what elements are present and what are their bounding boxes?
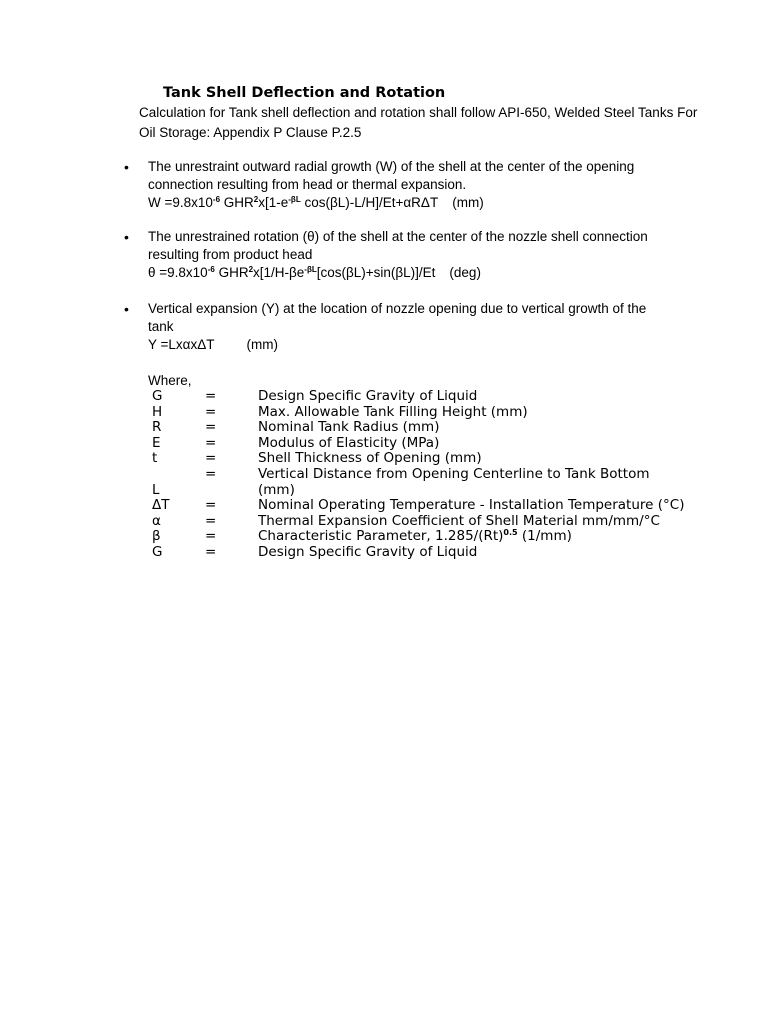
definition-description: Vertical Distance from Opening Centerline to Tank Bottom (mm) — [258, 465, 650, 498]
bullet-icon: • — [124, 159, 129, 175]
formula-unit: (deg) — [449, 265, 481, 280]
definition-row — [148, 514, 688, 530]
definition-symbol: β — [152, 528, 161, 545]
definition-symbol: α — [152, 512, 161, 529]
definition-symbol: t — [152, 450, 158, 467]
definition-symbol: L — [152, 481, 160, 498]
definition-equals: = — [205, 528, 217, 545]
definition-row — [148, 405, 688, 421]
definition-row — [148, 529, 688, 545]
definition-equals: = — [205, 512, 217, 529]
definition-row — [148, 467, 688, 498]
definition-description: Nominal Operating Temperature - Installation Temperature (°C) — [258, 497, 685, 514]
definition-description: Shell Thickness of Opening (mm) — [258, 450, 482, 467]
intro-paragraph: Calculation for Tank shell deflection and rotation shall follow API-650, Welded Steel Tanks For Oil Storage: Appendix P Clause P.2.5 — [139, 105, 698, 140]
definition-symbol: R — [152, 419, 162, 436]
definition-description: Modulus of Elasticity (MPa) — [258, 434, 440, 451]
bullet-text-line: connection resulting from head or thermal expansion. — [148, 177, 467, 192]
formula-unit: (mm) — [452, 195, 484, 210]
formula-y: Y =LxαxΔT (mm) — [148, 337, 278, 352]
definition-symbol: G — [152, 543, 163, 560]
bullet-icon: • — [124, 229, 129, 245]
definition-row — [148, 420, 688, 436]
bullet-icon: • — [124, 301, 129, 317]
definition-description: Characteristic Parameter, $1.285/(Rt)^{0.5}$ (1/mm) — [258, 528, 572, 545]
definition-equals: = — [205, 388, 217, 404]
definition-equals: = — [205, 465, 217, 482]
definition-equals: = — [205, 450, 217, 467]
definition-row — [148, 436, 688, 452]
definition-row — [148, 498, 688, 514]
definition-equals: = — [205, 403, 217, 420]
page-title: Tank Shell Deflection and Rotation — [163, 85, 446, 101]
definition-row — [148, 389, 688, 405]
definition-description: Design Specific Gravity of Liquid — [258, 543, 478, 560]
definition-symbol: H — [152, 403, 163, 420]
formula-theta: $\theta =9.8x10^{-6}$ $GHR^2x[1/H-\beta e^{-\beta L}[\cos(\beta L)+\sin(\beta L)]/Et$ (deg) — [148, 265, 481, 280]
bullet-text-line: The unrestraint outward radial growth (W) of the shell at the center of the opening — [148, 159, 635, 174]
definition-description: Nominal Tank Radius (mm) — [258, 419, 440, 436]
bullet-text-line: resulting from product head — [148, 247, 313, 262]
definition-equals: = — [205, 543, 217, 560]
where-label: Where, — [148, 373, 192, 388]
definition-description: Design Specific Gravity of Liquid — [258, 388, 478, 404]
definition-row — [148, 451, 688, 467]
bullet-text-line: Vertical expansion (Y) at the location of nozzle opening due to vertical growth of the — [148, 301, 647, 316]
definition-equals: = — [205, 419, 217, 436]
bullet-text-line: The unrestrained rotation (θ) of the shell at the center of the nozzle shell connection — [148, 229, 648, 244]
formula-unit: (mm) — [246, 337, 278, 352]
definition-symbol: G — [152, 388, 163, 404]
definition-equals: = — [205, 434, 217, 451]
definition-row — [148, 545, 688, 561]
definition-equals: = — [205, 497, 217, 514]
bullet-text-line: tank — [148, 319, 174, 334]
definition-symbol: ΔT — [152, 497, 170, 514]
definition-description: Thermal Expansion Coefficient of Shell Material mm/mm/°C — [258, 512, 660, 529]
formula-w: $W =9.8x10^{-6}$ $GHR^2x[1-e^{-\beta L}$ cos(βL)-L/H]/Et+αRΔT (mm) — [148, 195, 484, 210]
definition-description: Max. Allowable Tank Filling Height (mm) — [258, 403, 528, 420]
definitions-list — [148, 389, 688, 561]
definition-symbol: E — [152, 434, 161, 451]
